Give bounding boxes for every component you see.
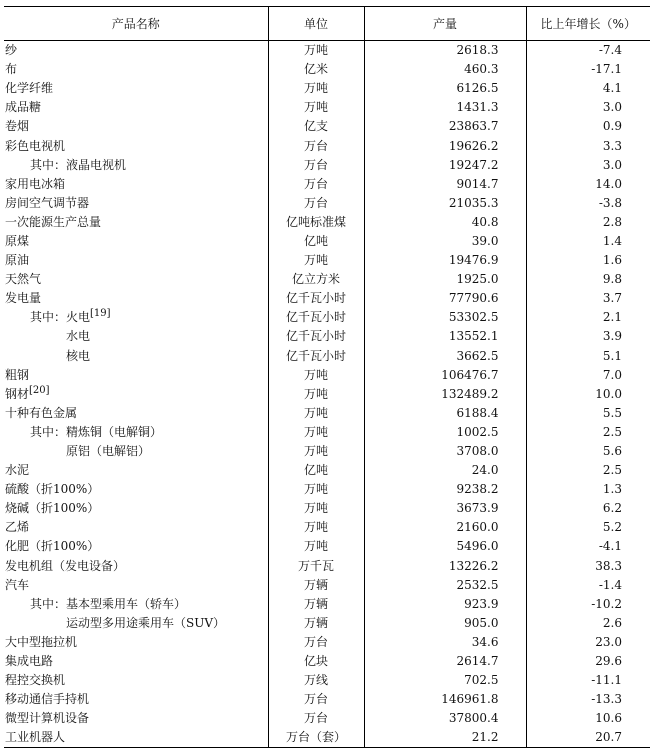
product-name: 发电量: [5, 291, 42, 306]
product-name: 成品糖: [5, 100, 42, 115]
unit-cell: 万吨: [268, 499, 364, 518]
table-row: [4, 366, 650, 385]
growth-cell: 7.0: [526, 366, 650, 385]
production-cell: 40.8: [364, 213, 526, 232]
production-cell: 39.0: [364, 232, 526, 251]
growth-cell: 2.6: [526, 614, 650, 633]
product-name: 水泥: [5, 463, 30, 478]
product-name: 彩色电视机: [5, 138, 66, 153]
table-row: [4, 308, 650, 327]
product-name: 房间空气调节器: [5, 195, 90, 210]
production-cell: 106476.7: [364, 366, 526, 385]
production-cell: 19626.2: [364, 136, 526, 155]
growth-cell: -7.4: [526, 41, 650, 61]
production-cell: 13226.2: [364, 557, 526, 576]
table-row: [4, 461, 650, 480]
growth-cell: 2.5: [526, 423, 650, 442]
unit-cell: 亿块: [268, 652, 364, 671]
unit-cell: 万辆: [268, 576, 364, 595]
product-name: 家用电冰箱: [5, 176, 66, 191]
growth-cell: -10.2: [526, 595, 650, 614]
table-row: [4, 117, 650, 136]
growth-cell: 3.0: [526, 98, 650, 117]
table-row: [4, 595, 650, 614]
production-cell: 21.2: [364, 728, 526, 748]
product-name: 原油: [5, 253, 30, 268]
unit-cell: 万吨: [268, 518, 364, 537]
production-cell: 24.0: [364, 461, 526, 480]
production-cell: 5496.0: [364, 537, 526, 556]
growth-cell: 3.9: [526, 327, 650, 346]
table-row: [4, 652, 650, 671]
table-row: [4, 79, 650, 98]
table-row: [4, 576, 650, 595]
growth-cell: 1.4: [526, 232, 650, 251]
production-cell: 923.9: [364, 595, 526, 614]
growth-cell: 5.2: [526, 518, 650, 537]
growth-cell: -17.1: [526, 60, 650, 79]
production-cell: 3673.9: [364, 499, 526, 518]
unit-cell: 亿吨: [268, 232, 364, 251]
product-name: 化肥（折100%）: [5, 539, 100, 554]
unit-cell: 亿米: [268, 60, 364, 79]
product-name: 微型计算机设备: [5, 711, 90, 726]
growth-cell: 14.0: [526, 175, 650, 194]
growth-cell: -13.3: [526, 690, 650, 709]
table-row: [4, 251, 650, 270]
production-cell: 2532.5: [364, 576, 526, 595]
unit-cell: 万吨: [268, 41, 364, 61]
table-row: [4, 194, 650, 213]
unit-cell: 亿千瓦小时: [268, 308, 364, 327]
growth-cell: 29.6: [526, 652, 650, 671]
unit-cell: 万台: [268, 690, 364, 709]
table-row: [4, 347, 650, 366]
product-name: 移动通信手持机: [5, 692, 90, 707]
growth-cell: -4.1: [526, 537, 650, 556]
unit-cell: 亿支: [268, 117, 364, 136]
header-product-name: 产品名称: [4, 7, 268, 41]
growth-cell: 2.1: [526, 308, 650, 327]
product-name: 卷烟: [5, 119, 30, 134]
unit-cell: 万吨: [268, 98, 364, 117]
unit-cell: 亿吨: [268, 461, 364, 480]
unit-cell: 万台: [268, 136, 364, 155]
unit-cell: 万辆: [268, 595, 364, 614]
product-name-cell: [4, 308, 268, 327]
product-name: 烧碱（折100%）: [5, 501, 100, 516]
table-row: [4, 709, 650, 728]
table-row: [4, 232, 650, 251]
product-name: 纱: [5, 43, 18, 58]
unit-cell: 万台: [268, 633, 364, 652]
header-unit: 单位: [268, 7, 364, 41]
table-row: [4, 327, 650, 346]
production-cell: 21035.3: [364, 194, 526, 213]
product-name: 发电机组（发电设备）: [5, 558, 126, 573]
growth-cell: 3.0: [526, 156, 650, 175]
production-table: [4, 6, 650, 748]
growth-cell: 0.9: [526, 117, 650, 136]
table-row: [4, 404, 650, 423]
product-name: 其中：基本型乘用车（轿车）: [30, 596, 187, 611]
table-row: [4, 423, 650, 442]
table-row: [4, 156, 650, 175]
unit-cell: 万台: [268, 709, 364, 728]
growth-cell: 3.3: [526, 136, 650, 155]
table-row: [4, 442, 650, 461]
production-cell: 6126.5: [364, 79, 526, 98]
product-name: 一次能源生产总量: [5, 214, 102, 229]
unit-cell: 万吨: [268, 385, 364, 404]
growth-cell: -11.1: [526, 671, 650, 690]
table-row: [4, 270, 650, 289]
growth-cell: 9.8: [526, 270, 650, 289]
production-cell: 2618.3: [364, 41, 526, 61]
table-row: [4, 136, 650, 155]
production-cell: 13552.1: [364, 327, 526, 346]
unit-cell: 万吨: [268, 251, 364, 270]
production-cell: 1431.3: [364, 98, 526, 117]
growth-cell: 2.8: [526, 213, 650, 232]
unit-cell: 万吨: [268, 79, 364, 98]
growth-cell: 1.3: [526, 480, 650, 499]
production-cell: 1925.0: [364, 270, 526, 289]
production-cell: 6188.4: [364, 404, 526, 423]
product-name: 大中型拖拉机: [5, 634, 78, 649]
unit-cell: 亿千瓦小时: [268, 289, 364, 308]
table-header-row: [4, 7, 650, 41]
product-name: 乙烯: [5, 520, 30, 535]
unit-cell: 亿立方米: [268, 270, 364, 289]
product-name-cell: [4, 385, 268, 404]
table-row: [4, 289, 650, 308]
production-cell: 19476.9: [364, 251, 526, 270]
product-name: 其中：液晶电视机: [30, 157, 127, 172]
unit-cell: 万吨: [268, 537, 364, 556]
product-name: 核电: [66, 348, 91, 363]
production-cell: 3662.5: [364, 347, 526, 366]
product-name: 天然气: [5, 272, 42, 287]
product-name: 集成电路: [5, 654, 54, 669]
growth-cell: 5.6: [526, 442, 650, 461]
unit-cell: 万吨: [268, 442, 364, 461]
footnote-marker: [19]: [90, 308, 111, 320]
unit-cell: 亿千瓦小时: [268, 347, 364, 366]
table-row: [4, 41, 650, 61]
growth-cell: 4.1: [526, 79, 650, 98]
product-name: 布: [5, 62, 18, 77]
production-cell: 77790.6: [364, 289, 526, 308]
production-cell: 2160.0: [364, 518, 526, 537]
product-name: 钢材: [5, 386, 30, 401]
table-row: [4, 98, 650, 117]
growth-cell: -1.4: [526, 576, 650, 595]
table-row: [4, 213, 650, 232]
growth-cell: 23.0: [526, 633, 650, 652]
table-row: [4, 614, 650, 633]
header-growth: 比上年增长（%）: [526, 7, 650, 41]
production-cell: 132489.2: [364, 385, 526, 404]
product-name: 原铝（电解铝）: [66, 444, 151, 459]
product-name: 其中：火电: [30, 310, 91, 325]
production-cell: 905.0: [364, 614, 526, 633]
growth-cell: 10.0: [526, 385, 650, 404]
growth-cell: 6.2: [526, 499, 650, 518]
growth-cell: 10.6: [526, 709, 650, 728]
product-name: 工业机器人: [4, 728, 268, 748]
production-cell: 9014.7: [364, 175, 526, 194]
footnote-marker: [20]: [29, 384, 50, 396]
table-row: [4, 690, 650, 709]
growth-cell: -3.8: [526, 194, 650, 213]
product-name: 程控交换机: [5, 673, 66, 688]
table-row: [4, 537, 650, 556]
table-row: [4, 671, 650, 690]
production-cell: 19247.2: [364, 156, 526, 175]
growth-cell: 3.7: [526, 289, 650, 308]
unit-cell: 万台: [268, 175, 364, 194]
product-name: 粗钢: [5, 367, 30, 382]
growth-cell: 2.5: [526, 461, 650, 480]
table-row: [4, 633, 650, 652]
production-cell: 702.5: [364, 671, 526, 690]
product-name: 原煤: [5, 233, 30, 248]
unit-cell: 亿千瓦小时: [268, 327, 364, 346]
growth-cell: 38.3: [526, 557, 650, 576]
growth-cell: 5.5: [526, 404, 650, 423]
production-cell: 1002.5: [364, 423, 526, 442]
production-cell: 53302.5: [364, 308, 526, 327]
table-row: [4, 480, 650, 499]
table-row: [4, 728, 650, 748]
product-name: 汽车: [5, 577, 30, 592]
product-name: 运动型多用途乘用车（SUV）: [66, 615, 226, 630]
production-cell: 3708.0: [364, 442, 526, 461]
product-name: 硫酸（折100%）: [5, 482, 100, 497]
unit-cell: 万线: [268, 671, 364, 690]
unit-cell: 万吨: [268, 423, 364, 442]
table-row: [4, 499, 650, 518]
unit-cell: 万台: [268, 194, 364, 213]
header-production: 产量: [364, 7, 526, 41]
table-row: [4, 518, 650, 537]
production-cell: 460.3: [364, 60, 526, 79]
product-name: 十种有色金属: [5, 405, 78, 420]
unit-cell: 万吨: [268, 366, 364, 385]
table-row: [4, 175, 650, 194]
production-cell: 37800.4: [364, 709, 526, 728]
unit-cell: 万台: [268, 156, 364, 175]
unit-cell: 亿吨标准煤: [268, 213, 364, 232]
production-cell: 34.6: [364, 633, 526, 652]
production-cell: 23863.7: [364, 117, 526, 136]
unit-cell: 万辆: [268, 614, 364, 633]
table-row: [4, 385, 650, 404]
unit-cell: 万千瓦: [268, 557, 364, 576]
production-cell: 146961.8: [364, 690, 526, 709]
production-cell: 9238.2: [364, 480, 526, 499]
product-name: 其中：精炼铜（电解铜）: [30, 424, 163, 439]
product-name: 化学纤维: [5, 81, 54, 96]
unit-cell: 万台（套）: [268, 728, 364, 748]
table-row: [4, 557, 650, 576]
production-cell: 2614.7: [364, 652, 526, 671]
table-row: [4, 60, 650, 79]
unit-cell: 万吨: [268, 480, 364, 499]
growth-cell: 1.6: [526, 251, 650, 270]
growth-cell: 20.7: [526, 728, 650, 748]
unit-cell: 万吨: [268, 404, 364, 423]
growth-cell: 5.1: [526, 347, 650, 366]
product-name: 水电: [66, 329, 91, 344]
